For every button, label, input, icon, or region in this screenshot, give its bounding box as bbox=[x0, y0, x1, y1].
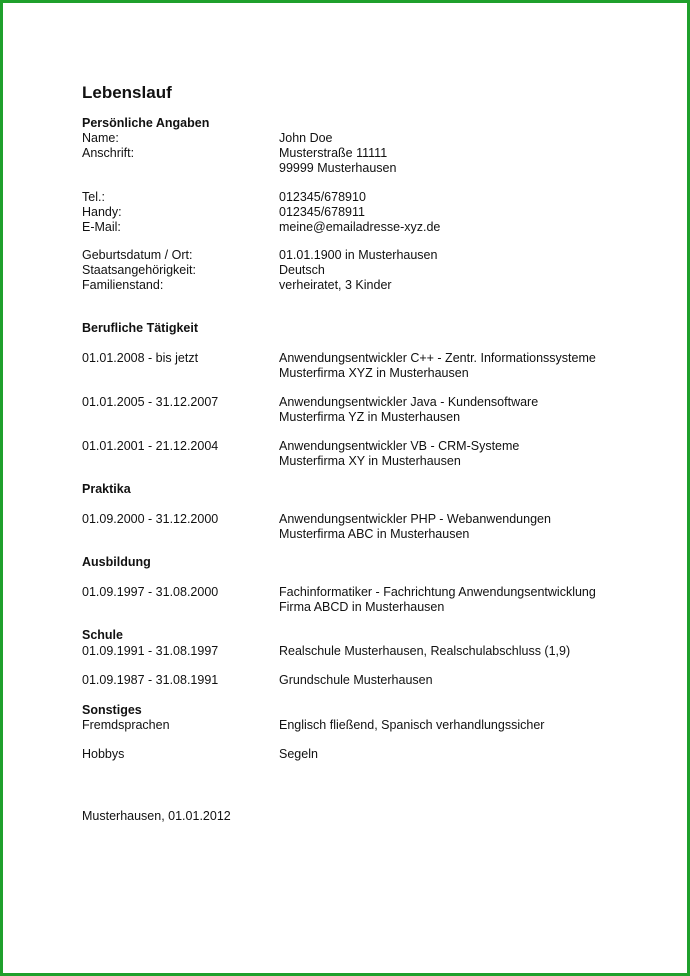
value-nationality: Deutsch bbox=[279, 263, 325, 277]
career-period: 01.01.2005 - 31.12.2007 bbox=[82, 395, 219, 409]
section-heading-misc: Sonstiges bbox=[82, 703, 142, 717]
label-mobile: Handy: bbox=[82, 205, 122, 219]
internship-position: Anwendungsentwickler PHP - Webanwendungen bbox=[279, 512, 551, 526]
school-period: 01.09.1991 - 31.08.1997 bbox=[82, 644, 219, 658]
value-phone: 012345/678910 bbox=[279, 190, 366, 204]
value-name: John Doe bbox=[279, 131, 333, 145]
section-heading-personal: Persönliche Angaben bbox=[82, 116, 210, 130]
label-hobbies: Hobbys bbox=[82, 747, 125, 761]
value-street: Musterstraße 11111 bbox=[279, 146, 388, 160]
value-hobbies: Segeln bbox=[279, 747, 318, 761]
label-birth: Geburtsdatum / Ort: bbox=[82, 248, 193, 262]
career-company: Musterfirma XY in Musterhausen bbox=[279, 454, 461, 468]
label-address: Anschrift: bbox=[82, 146, 135, 160]
section-heading-internships: Praktika bbox=[82, 482, 131, 496]
section-heading-career: Berufliche Tätigkeit bbox=[82, 321, 198, 335]
value-birth: 01.01.1900 in Musterhausen bbox=[279, 248, 438, 262]
section-heading-school: Schule bbox=[82, 628, 123, 642]
value-marital-status: verheiratet, 3 Kinder bbox=[279, 278, 392, 292]
label-name: Name: bbox=[82, 131, 119, 145]
career-company: Musterfirma XYZ in Musterhausen bbox=[279, 366, 469, 380]
internship-period: 01.09.2000 - 31.12.2000 bbox=[82, 512, 219, 526]
document-title: Lebenslauf bbox=[82, 83, 172, 102]
career-position: Anwendungsentwickler Java - Kundensoftware bbox=[279, 395, 539, 409]
label-email: E-Mail: bbox=[82, 220, 121, 234]
value-email: meine@emailadresse-xyz.de bbox=[279, 220, 441, 234]
label-nationality: Staatsangehörigkeit: bbox=[82, 263, 196, 277]
career-position: Anwendungsentwickler C++ - Zentr. Informationssysteme bbox=[279, 351, 596, 365]
value-languages: Englisch fließend, Spanisch verhandlungssicher bbox=[279, 718, 545, 732]
school-name: Grundschule Musterhausen bbox=[279, 673, 433, 687]
value-mobile: 012345/678911 bbox=[279, 205, 365, 219]
training-title: Fachinformatiker - Fachrichtung Anwendungsentwicklung bbox=[279, 585, 596, 599]
career-position: Anwendungsentwickler VB - CRM-Systeme bbox=[279, 439, 520, 453]
school-name: Realschule Musterhausen, Realschulabschluss (1,9) bbox=[279, 644, 571, 658]
training-company: Firma ABCD in Musterhausen bbox=[279, 600, 445, 614]
place-date: Musterhausen, 01.01.2012 bbox=[82, 809, 231, 823]
internship-company: Musterfirma ABC in Musterhausen bbox=[279, 527, 470, 541]
training-period: 01.09.1997 - 31.08.2000 bbox=[82, 585, 219, 599]
career-company: Musterfirma YZ in Musterhausen bbox=[279, 410, 461, 424]
career-period: 01.01.2008 - bis jetzt bbox=[82, 351, 199, 365]
label-languages: Fremdsprachen bbox=[82, 718, 170, 732]
career-period: 01.01.2001 - 21.12.2004 bbox=[82, 439, 219, 453]
section-heading-training: Ausbildung bbox=[82, 555, 151, 569]
school-period: 01.09.1987 - 31.08.1991 bbox=[82, 673, 219, 687]
label-marital-status: Familienstand: bbox=[82, 278, 164, 292]
label-phone: Tel.: bbox=[82, 190, 105, 204]
value-city: 99999 Musterhausen bbox=[279, 161, 397, 175]
